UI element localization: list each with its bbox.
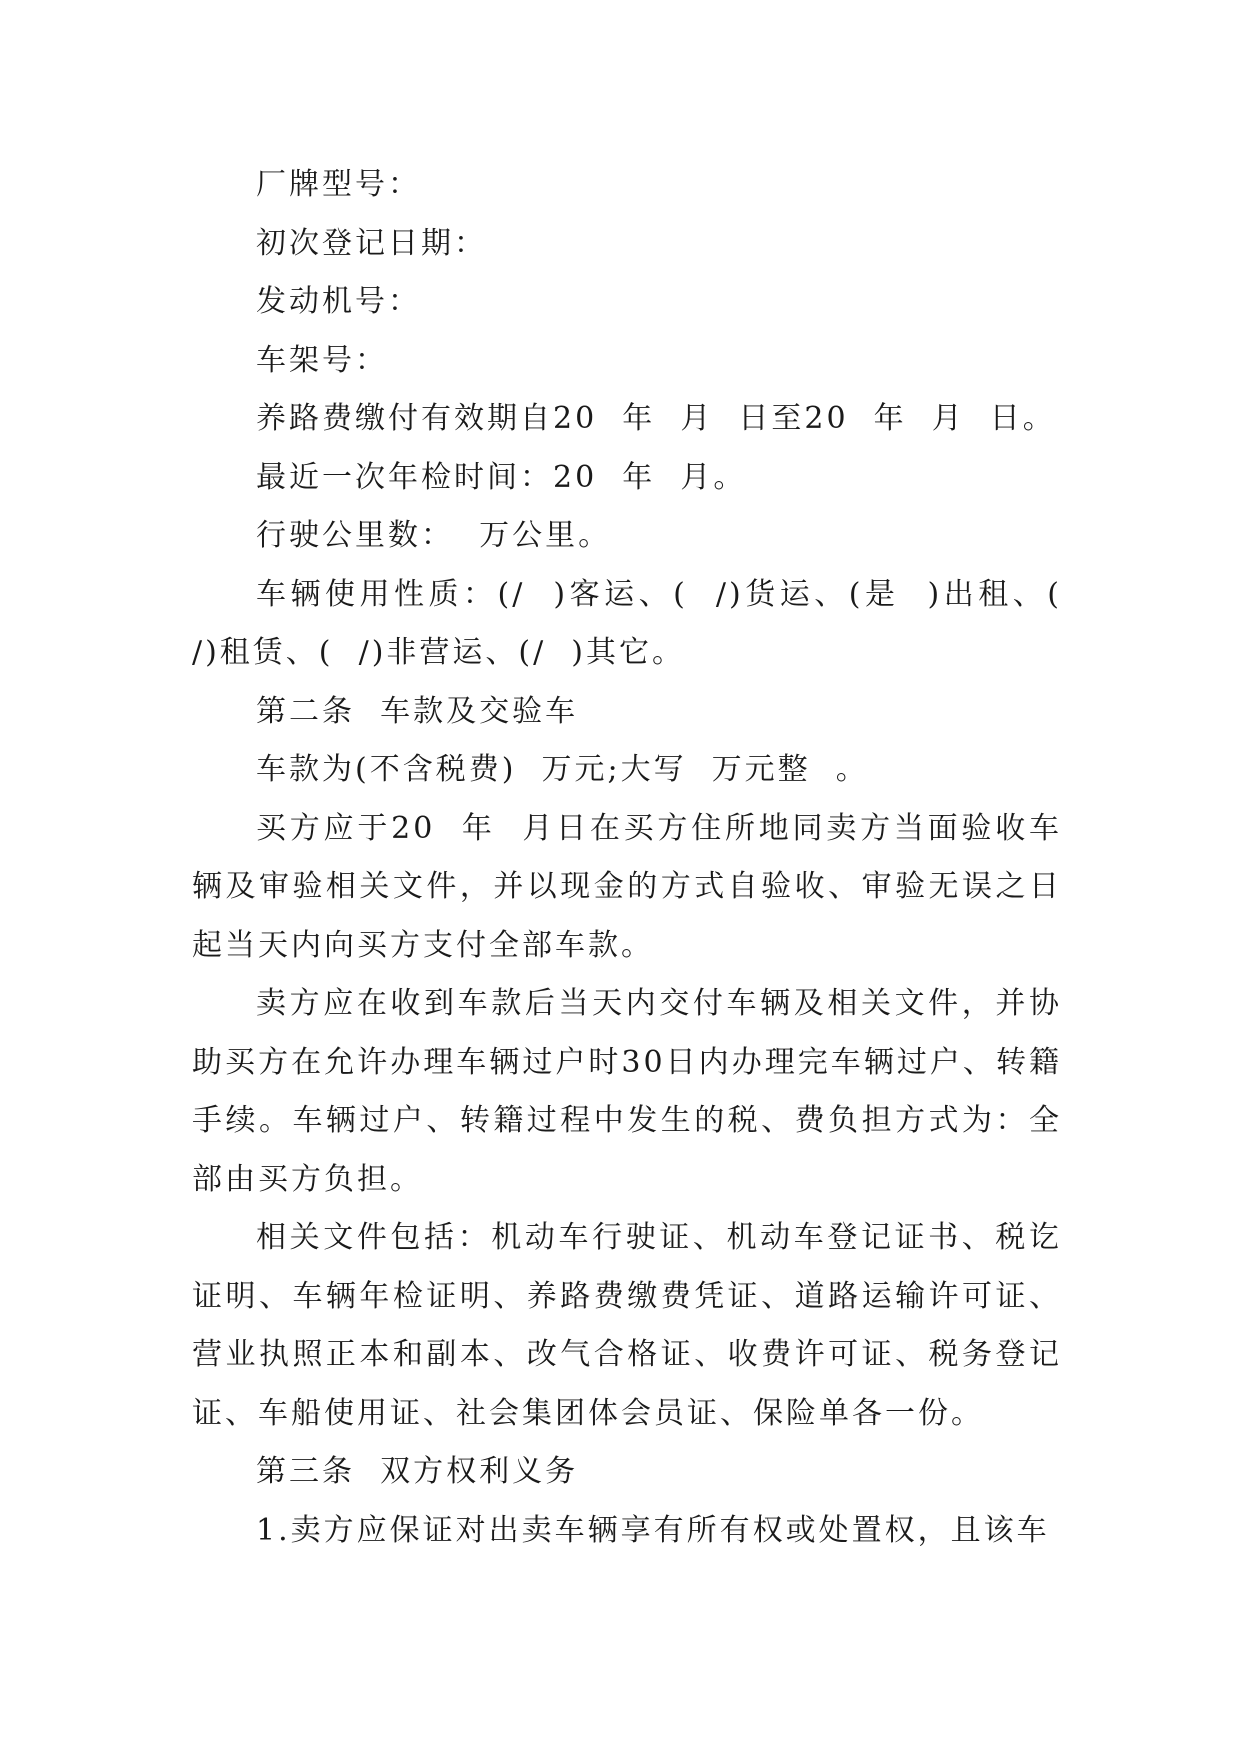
article-3-heading: 第三条 双方权利义务 bbox=[256, 1454, 579, 1489]
paragraph-inspection-payment: 买方应于20 年 月日在买方住所地同卖方当面验收车辆及审验相关文件，并以现金的方式自验收、审验无误之日起当天内向买方支付全部车款。 bbox=[192, 810, 1062, 963]
field-first-registration-date: 初次登记日期： bbox=[256, 225, 487, 261]
paragraph-seller-ownership: 1.卖方应保证对出卖车辆享有所有权或处置权，且该车 bbox=[256, 1512, 1050, 1548]
field-mileage: 行驶公里数： 万公里。 bbox=[256, 518, 612, 553]
field-brand-model: 厂牌型号： bbox=[256, 167, 421, 202]
article-2-heading: 第二条 车款及交验车 bbox=[256, 693, 579, 729]
field-price: 车款为(不含税费) 万元;大写 万元整 。 bbox=[256, 752, 869, 787]
field-vehicle-usage: 车辆使用性质：(/ )客运、( /)货运、(是 )出租、( /)租赁、( /)非营运、(/ )其它。 bbox=[192, 576, 1088, 670]
field-road-fee-validity: 养路费缴付有效期自20 年 月 日至20 年 月 日。 bbox=[256, 401, 1056, 436]
field-engine-number: 发动机号： bbox=[256, 284, 421, 319]
paragraph-related-documents: 相关文件包括：机动车行驶证、机动车登记证书、税讫证明、车辆年检证明、养路费缴费凭证、道路运输许可证、营业执照正本和副本、改气合格证、收费许可证、税务登记证、车船使用证、社会集团体会员证、保险单各一份。 bbox=[192, 1220, 1062, 1431]
field-last-inspection: 最近一次年检时间：20 年 月。 bbox=[256, 459, 747, 495]
field-frame-number: 车架号： bbox=[256, 342, 388, 378]
paragraph-delivery-transfer: 卖方应在收到车款后当天内交付车辆及相关文件，并协助买方在允许办理车辆过户时30日内办理完车辆过户、转籍手续。车辆过户、转籍过程中发生的税、费负担方式为：全部由买方负担。 bbox=[192, 986, 1062, 1197]
document-body bbox=[192, 156, 1088, 1560]
